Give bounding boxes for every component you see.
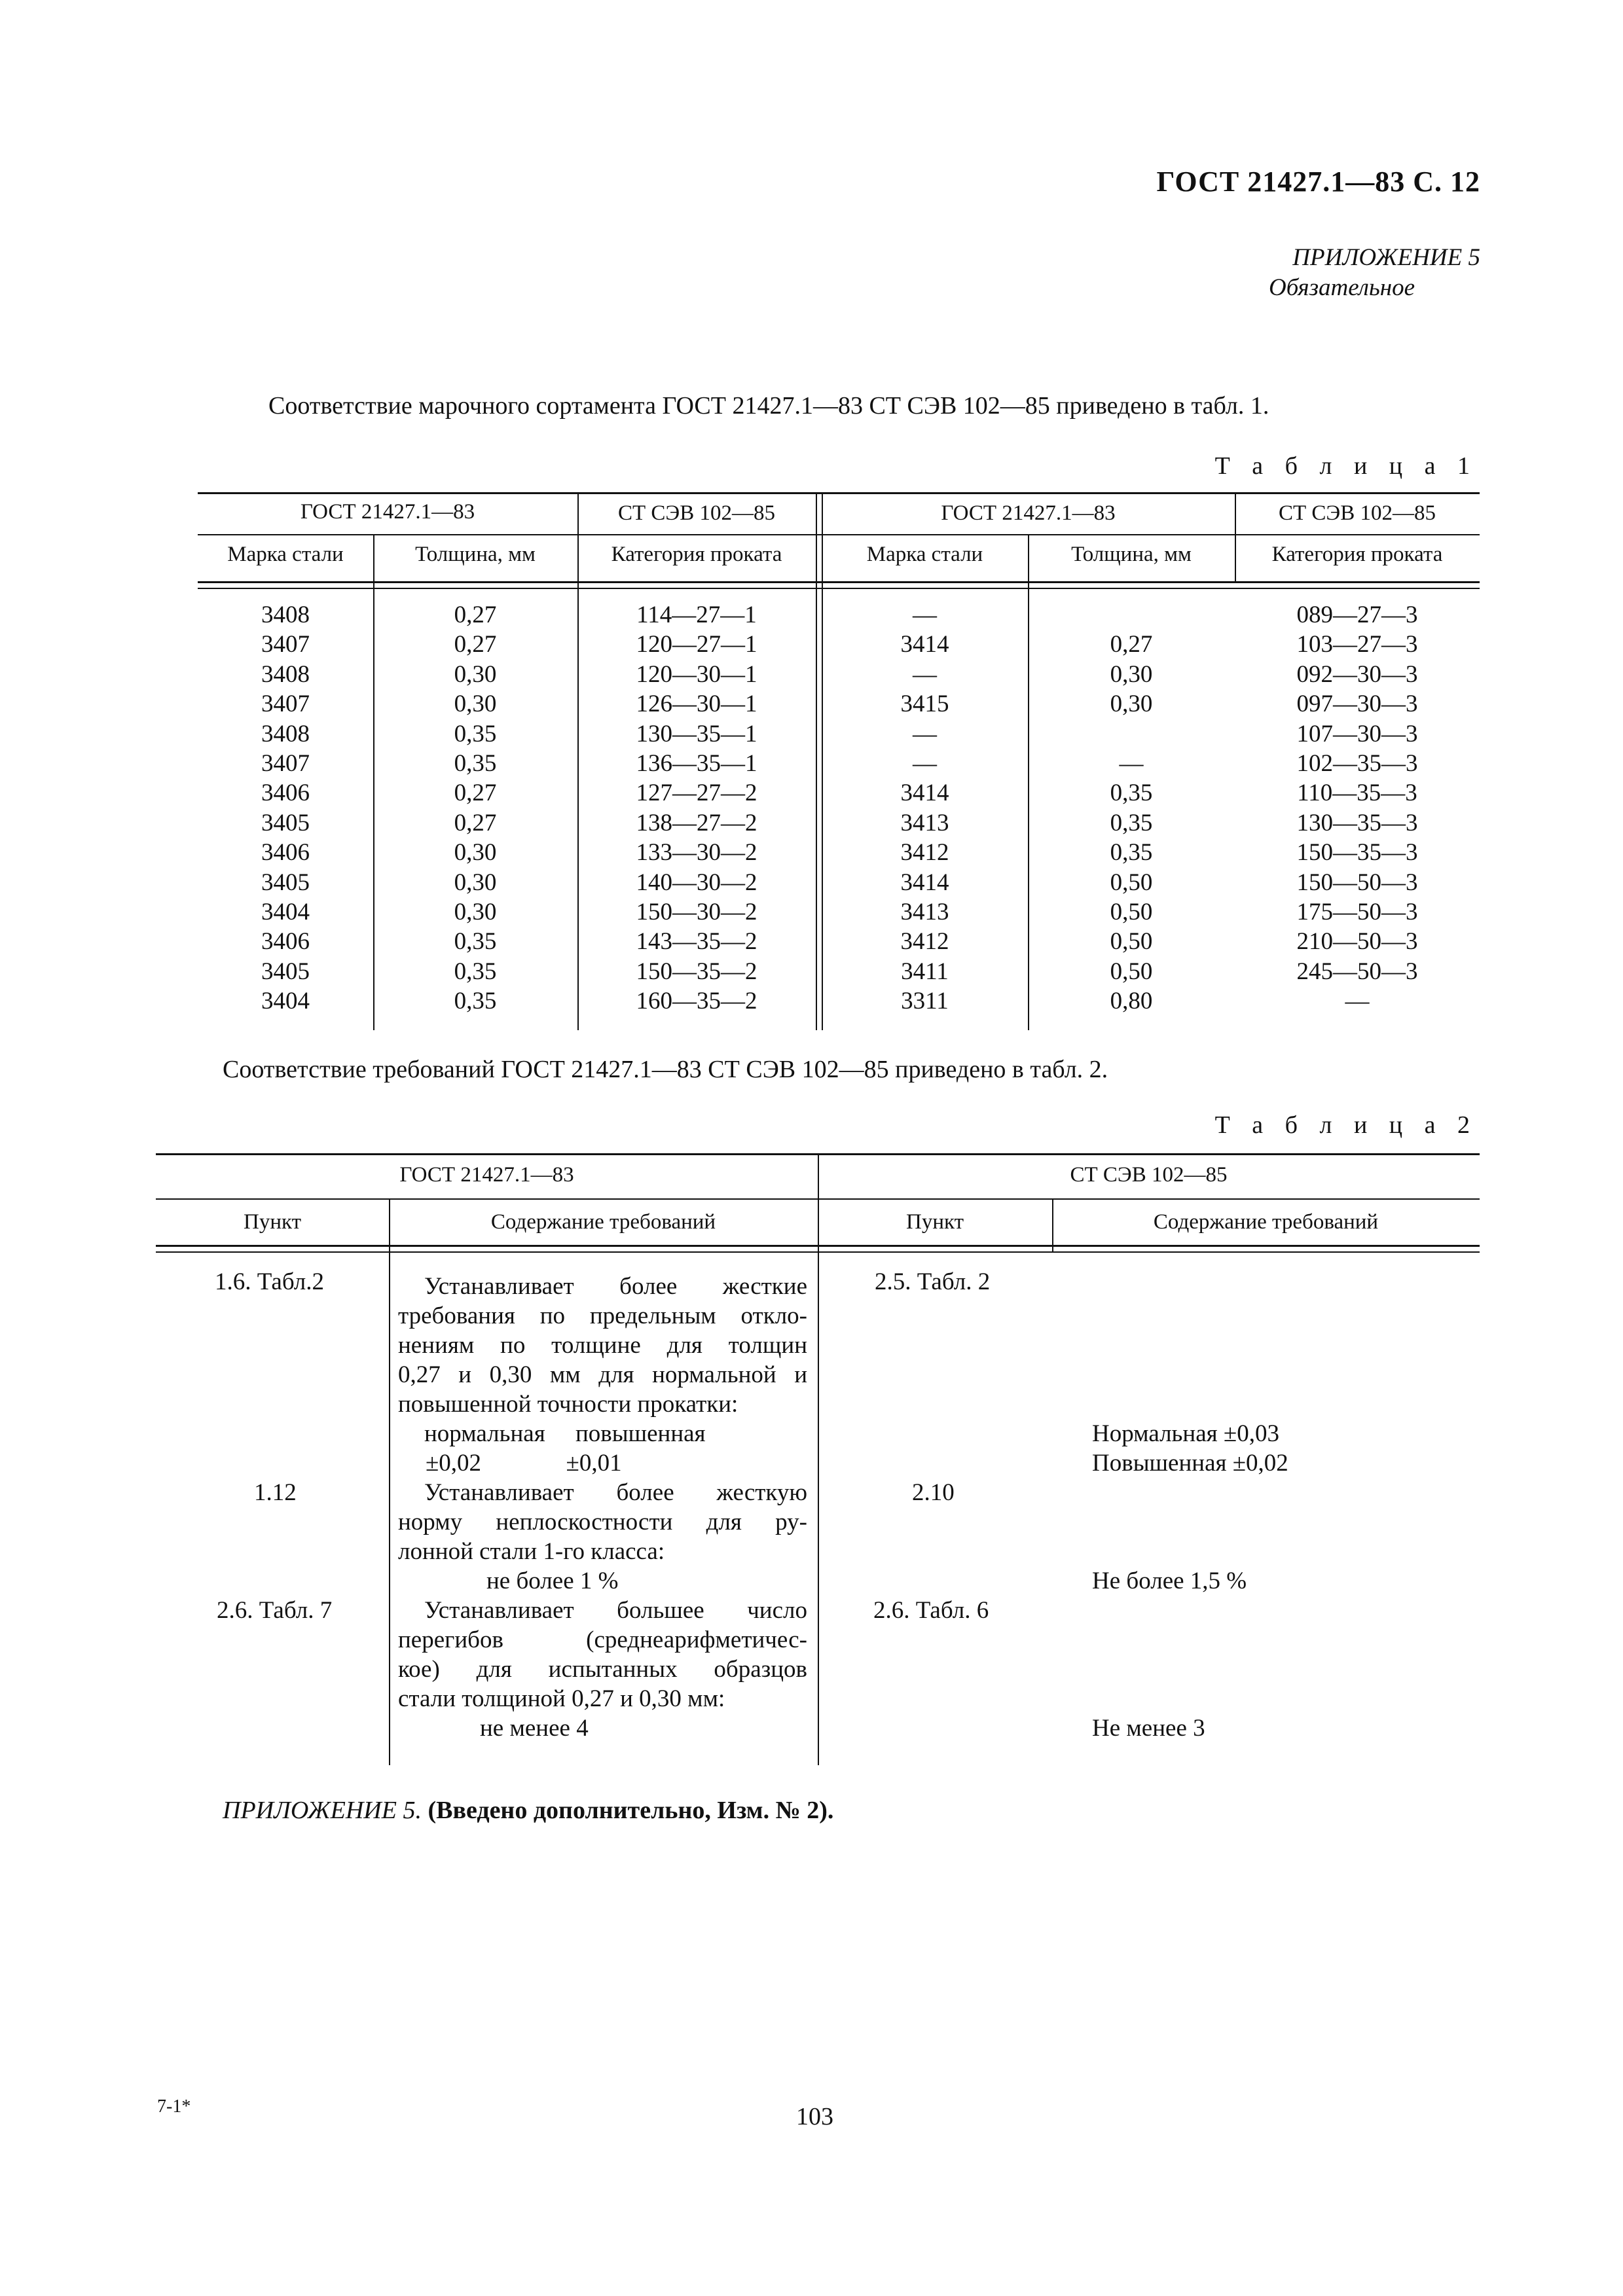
- table2-content-line: перегибов (среднеарифметичес-: [398, 1626, 807, 1653]
- table1-category-cell: 160—35—2: [636, 988, 757, 1015]
- table2-content-line: не менее 4: [480, 1715, 589, 1742]
- table1-category-cell: 175—50—3: [1296, 898, 1418, 925]
- table2-vline: [818, 1153, 819, 1765]
- table1-left-thickness-column: [373, 600, 577, 1016]
- table1-right-thickness-column: [1028, 600, 1235, 1016]
- table1-header-rule-2: [198, 588, 1480, 589]
- table1-thickness-cell: 0,30: [454, 839, 497, 867]
- table2-label: Т а б л и ц а 2: [1214, 1111, 1478, 1139]
- table1-category-cell: 127—27—2: [636, 780, 757, 807]
- table2-content-line: нормальная повышенная: [424, 1420, 706, 1447]
- table1-grade-cell: 3406: [261, 780, 310, 807]
- table1-thickness-cell: 0,30: [1110, 691, 1153, 718]
- table2-sev-content-line: Не менее 3: [1092, 1715, 1205, 1742]
- table2-content-line: Устанавливает более жесткие: [424, 1273, 807, 1300]
- table1-grade-cell: 3411: [901, 958, 949, 985]
- table2-point-cell: 2.10: [912, 1479, 955, 1506]
- table1-category-cell: 136—35—1: [636, 749, 757, 777]
- table2-content-line: норму неплоскостности для ру-: [398, 1509, 807, 1535]
- page-number: 103: [796, 2103, 833, 2130]
- mid-paragraph: Соответствие требований ГОСТ 21427.1—83 СТ СЭВ 102—85 приведено в табл. 2.: [223, 1056, 1108, 1083]
- table2-content-line: стали толщиной 0,27 и 0,30 мм:: [398, 1685, 725, 1712]
- appendix-status: Обязательное: [1268, 274, 1415, 301]
- table2-point-cell: 2.6. Табл. 7: [217, 1597, 333, 1624]
- table1-category-cell: 133—30—2: [636, 839, 757, 867]
- table1-category-cell: 092—30—3: [1296, 660, 1418, 688]
- table1-grade-cell: 3407: [261, 749, 310, 777]
- table1-grade-cell: 3408: [261, 601, 310, 628]
- table1-grade-cell: 3406: [261, 839, 310, 867]
- table1-thickness-cell: 0,50: [1110, 928, 1153, 956]
- table1-grade-cell: 3405: [261, 869, 310, 896]
- table2-point-cell: 2.6. Табл. 6: [873, 1597, 989, 1624]
- table1-grade-cell: —: [913, 749, 937, 777]
- table1-group-gost-right: ГОСТ 21427.1—83: [941, 501, 1116, 525]
- table1-group-gost-left: ГОСТ 21427.1—83: [300, 500, 475, 524]
- table1-category-cell: 110—35—3: [1297, 780, 1417, 807]
- table2: [156, 1153, 1480, 1765]
- table1-right-category-column: [1235, 600, 1480, 1016]
- table2-col-point-sev: Пункт: [905, 1210, 964, 1234]
- corner-mark: 7-1*: [157, 2096, 191, 2117]
- table1-category-cell: 143—35—2: [636, 928, 757, 956]
- table1-category-cell: 089—27—3: [1296, 601, 1418, 628]
- footer-note-bold: (Введено дополнительно, Изм. № 2).: [428, 1797, 834, 1824]
- table1-category-cell: 097—30—3: [1296, 691, 1418, 718]
- footer-note-italic: ПРИЛОЖЕНИЕ 5.: [223, 1797, 422, 1824]
- table2-col-content-sev: Содержание требований: [1153, 1210, 1379, 1234]
- table1-thickness-cell: 0,35: [454, 928, 497, 956]
- table1-grade-cell: 3414: [900, 869, 949, 896]
- table1-thickness-cell: [1028, 600, 1235, 630]
- table2-content-line: кое) для испытанных образцов: [398, 1656, 807, 1683]
- table1-group-sev-left: СТ СЭВ 102—85: [618, 501, 775, 525]
- table2-sev-content-line: Нормальная ±0,03: [1092, 1420, 1279, 1447]
- table1-grade-cell: —: [913, 660, 937, 688]
- table1-category-cell: 150—50—3: [1296, 869, 1418, 896]
- table1-grade-cell: 3408: [261, 720, 310, 747]
- table1: [198, 492, 1480, 1030]
- table1-grade-cell: 3406: [261, 928, 310, 956]
- table2-sev-content-line: Повышенная ±0,02: [1092, 1450, 1288, 1477]
- table1-vline: [816, 492, 817, 1030]
- table1-category-cell: 120—27—1: [636, 631, 757, 658]
- table1-grade-cell: 3405: [261, 958, 310, 985]
- table1-thickness-cell: 0,27: [454, 809, 497, 836]
- table1-grade-cell: 3414: [900, 780, 949, 807]
- table1-category-cell: —: [1345, 988, 1370, 1015]
- table1-grade-cell: —: [913, 601, 937, 628]
- table1-category-cell: 126—30—1: [636, 691, 757, 718]
- table1-grade-cell: 3415: [900, 691, 949, 718]
- table1-thickness-cell: [1028, 719, 1235, 749]
- table1-thickness-cell: 0,80: [1110, 988, 1153, 1015]
- table1-left-category-column: [577, 600, 816, 1016]
- table1-thickness-cell: 0,35: [454, 958, 497, 985]
- table1-grade-cell: 3408: [261, 660, 310, 688]
- table1-thickness-cell: 0,30: [1110, 660, 1153, 688]
- table1-header-rule-1: [198, 581, 1480, 583]
- table1-thickness-cell: 0,35: [1110, 780, 1153, 807]
- table1-thickness-cell: 0,35: [1110, 809, 1153, 836]
- table2-content-line: нениям по толщине для толщин: [398, 1332, 807, 1359]
- table2-content-line: повышенной точности прокатки:: [398, 1391, 739, 1418]
- table2-content-line: требования по предельным откло-: [398, 1302, 807, 1329]
- table1-thickness-cell: 0,35: [454, 988, 497, 1015]
- table1-grade-cell: 3414: [900, 631, 949, 658]
- table1-col-thickness-right: Толщина, мм: [1071, 543, 1192, 566]
- table1-category-cell: 245—50—3: [1296, 958, 1418, 985]
- table1-grade-cell: 3413: [900, 809, 949, 836]
- table1-label: Т а б л и ц а 1: [1214, 452, 1478, 480]
- table1-grade-cell: 3404: [261, 988, 310, 1015]
- table1-grade-cell: 3311: [901, 988, 949, 1015]
- table1-thickness-cell: 0,35: [454, 720, 497, 747]
- table1-grade-cell: 3412: [900, 928, 949, 956]
- table1-thickness-cell: 0,50: [1110, 869, 1153, 896]
- table2-content-line: Устанавливает большее число: [424, 1597, 807, 1624]
- table1-thickness-cell: 0,27: [454, 780, 497, 807]
- table1-thickness-cell: 0,30: [454, 691, 497, 718]
- table1-category-cell: 150—35—3: [1296, 839, 1418, 867]
- table1-col-thickness-left: Толщина, мм: [415, 543, 536, 566]
- table1-grade-cell: 3412: [900, 839, 949, 867]
- table2-content-line: 0,27 и 0,30 мм для нормальной и: [398, 1361, 807, 1388]
- table1-category-cell: 120—30—1: [636, 660, 757, 688]
- table2-content-line: ±0,02 ±0,01: [426, 1450, 622, 1477]
- table1-group-rule: [198, 534, 1480, 535]
- table1-thickness-cell: 0,50: [1110, 958, 1153, 985]
- table1-category-cell: 114—27—1: [636, 601, 757, 628]
- table1-thickness-cell: 0,30: [454, 660, 497, 688]
- table1-col-category-right: Категория проката: [1271, 543, 1443, 566]
- table2-col-point-gost: Пункт: [243, 1210, 301, 1234]
- table1-grade-cell: 3404: [261, 898, 310, 925]
- table1-thickness-cell: 0,35: [454, 749, 497, 777]
- table2-content-line: лонной стали 1-го класса:: [398, 1538, 665, 1565]
- table1-category-cell: 140—30—2: [636, 869, 757, 896]
- table1-left-grade-column: [198, 600, 373, 1016]
- table2-content-line: не более 1 %: [486, 1568, 619, 1594]
- table1-thickness-cell: 0,27: [454, 601, 497, 628]
- page-header: ГОСТ 21427.1—83 С. 12: [1156, 166, 1480, 198]
- table1-category-cell: 210—50—3: [1296, 928, 1418, 956]
- table1-right-grade-column: [822, 600, 1028, 1016]
- table2-vline: [389, 1198, 390, 1765]
- table2-sev-content-line: Не более 1,5 %: [1092, 1568, 1247, 1594]
- table1-thickness-cell: 0,50: [1110, 898, 1153, 925]
- table1-category-cell: 150—30—2: [636, 898, 757, 925]
- table1-grade-cell: 3407: [261, 691, 310, 718]
- table2-point-cell: 1.12: [254, 1479, 297, 1506]
- table1-category-cell: 130—35—3: [1296, 809, 1418, 836]
- table1-col-grade-left: Марка стали: [227, 543, 344, 566]
- table1-grade-cell: 3413: [900, 898, 949, 925]
- table2-content-line: Устанавливает более жесткую: [424, 1479, 807, 1506]
- table2-col-content-gost: Содержание требований: [490, 1210, 716, 1234]
- table2-group-gost: ГОСТ 21427.1—83: [399, 1163, 574, 1187]
- table1-thickness-cell: 0,27: [454, 631, 497, 658]
- table1-category-cell: 103—27—3: [1296, 631, 1418, 658]
- table1-category-cell: 130—35—1: [636, 720, 757, 747]
- table1-thickness-cell: 0,30: [454, 898, 497, 925]
- table2-group-sev: СТ СЭВ 102—85: [1070, 1163, 1228, 1187]
- intro-paragraph: Соответствие марочного сортамента ГОСТ 21427.1—83 СТ СЭВ 102—85 приведено в табл. 1.: [268, 392, 1269, 420]
- table1-category-cell: 150—35—2: [636, 958, 757, 985]
- table1-category-cell: 107—30—3: [1296, 720, 1418, 747]
- table1-thickness-cell: 0,30: [454, 869, 497, 896]
- table1-thickness-cell: —: [1119, 749, 1144, 777]
- table1-col-category-left: Категория проката: [611, 543, 782, 566]
- table1-group-sev-right: СТ СЭВ 102—85: [1279, 501, 1436, 525]
- table2-point-cell: 1.6. Табл.2: [215, 1268, 324, 1295]
- table1-grade-cell: 3407: [261, 631, 310, 658]
- table1-category-cell: 138—27—2: [636, 809, 757, 836]
- table1-col-grade-right: Марка стали: [866, 543, 983, 566]
- table1-top-rule: [198, 492, 1480, 494]
- table1-category-cell: 102—35—3: [1296, 749, 1418, 777]
- table1-thickness-cell: 0,27: [1110, 631, 1153, 658]
- table1-thickness-cell: 0,35: [1110, 839, 1153, 867]
- table2-point-cell: 2.5. Табл. 2: [875, 1268, 991, 1295]
- table1-grade-cell: 3405: [261, 809, 310, 836]
- appendix-title: ПРИЛОЖЕНИЕ 5: [1292, 244, 1480, 271]
- table1-grade-cell: —: [913, 720, 937, 747]
- footer-note: [223, 1796, 833, 1825]
